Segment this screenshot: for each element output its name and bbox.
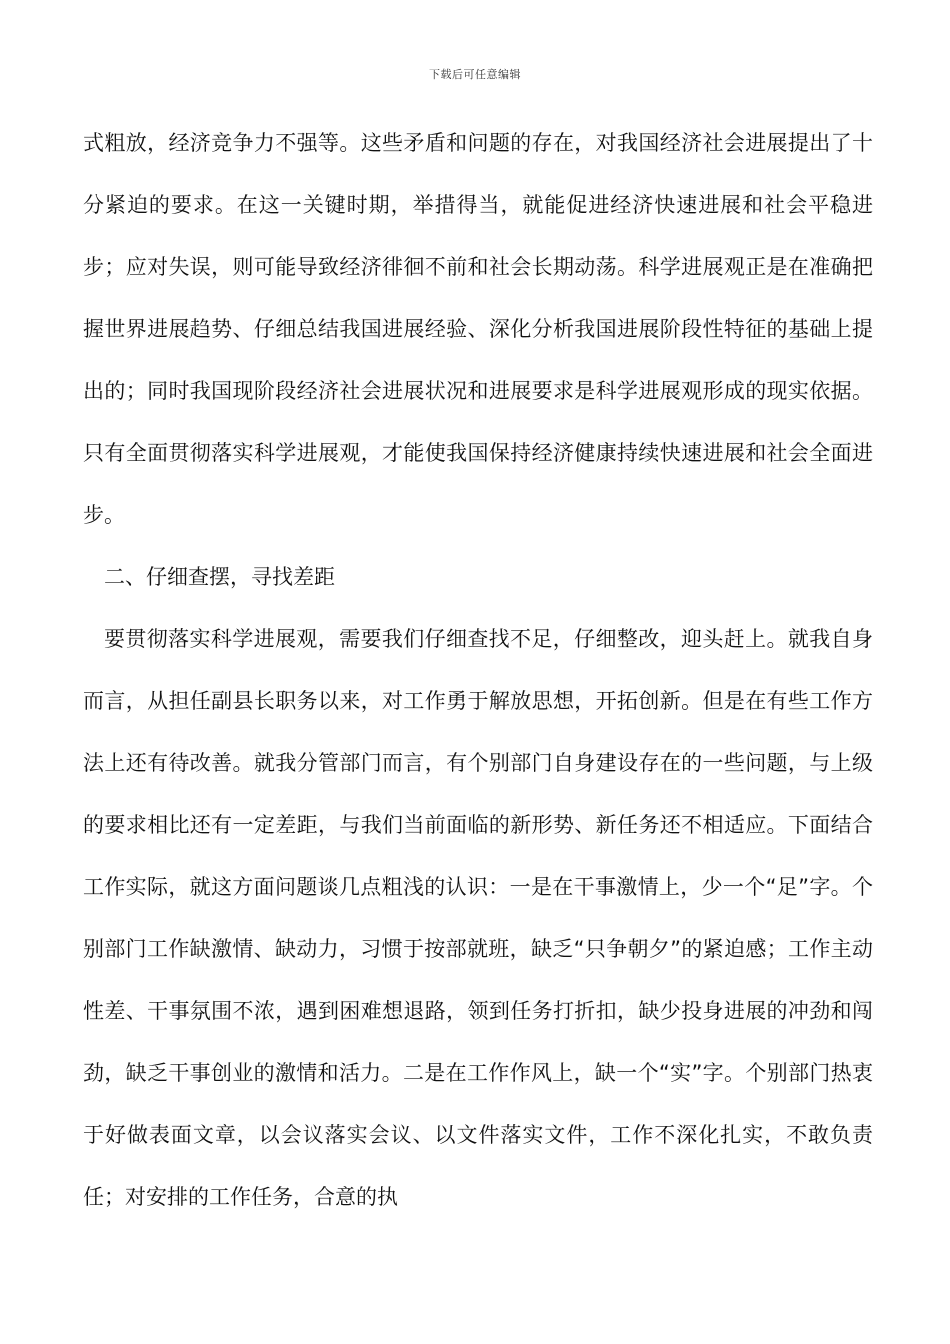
section-heading: 二、仔细查摆，寻找差距: [104, 565, 335, 589]
paragraph: 要贯彻落实科学进展观，需要我们仔细查找不足，仔细整改，迎头赶上。就我自身而言，从担任副县长职务以来，对工作勇于解放思想，开拓创新。但是在有些工作方法上还有待改善。就我分管部门而言，有个别部门自身建设存在的一些问题，与上级的要求相比还有一定差距，与我们当前面临的新形势、新任务还不相适应。下面结合工作实际，就这方面问题谈几点粗浅的认识：一是在干事激情上，少一个“足”字。个别部门工作缺激情、缺动力，习惯于按部就班，缺乏“只争朝夕”的紧迫感；工作主动性差、干事氛围不浓，遇到困难想退路，领到任务打折扣，缺少投身进展的冲劲和闯劲，缺乏干事创业的激情和活力。二是在工作作风上，缺一个“实”字。个别部门热衷于好做表面文章，以会议落实会议、以文件落实文件，工作不深化扎实，不敢负责任；对安排的工作任务，合意的执: [83, 627, 873, 1209]
paragraph-continued: 式粗放，经济竞争力不强等。这些矛盾和问题的存在，对我国经济社会进展提出了十分紧迫的要求。在这一关键时期，举措得当，就能促进经济快速进展和社会平稳进步；应对失误，则可能导致经济徘徊不前和社会长期动荡。科学进展观正是在准确把握世界进展趋势、仔细总结我国进展经验、深化分析我国进展阶段性特征的基础上提出的；同时我国现阶段经济社会进展状况和进展要求是科学进展观形成的现实依据。只有全面贯彻落实科学进展观，才能使我国保持经济健康持续快速进展和社会全面进步。: [83, 131, 873, 527]
page-header-note: 下载后可任意编辑: [429, 68, 521, 81]
document-body: [83, 112, 873, 1228]
